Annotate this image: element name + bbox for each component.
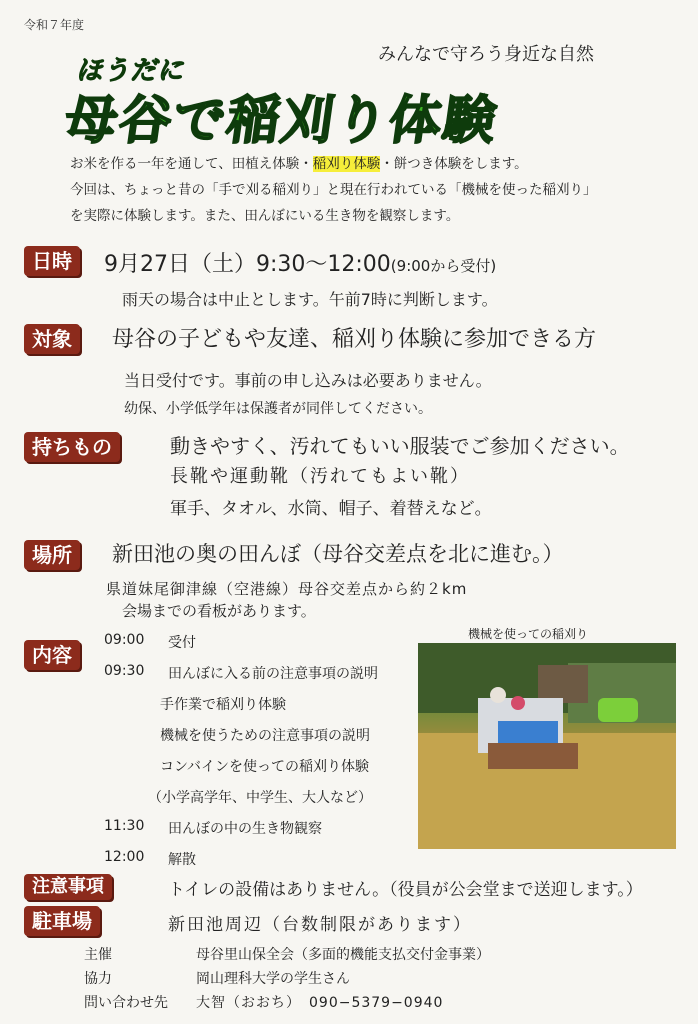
event-datetime (104, 247, 496, 278)
content-label: 内容 (24, 640, 80, 670)
page-title: 母谷で稲刈り体験 (61, 91, 502, 151)
schedule-item-note: （小学高学年、中学生、大人など） (148, 790, 372, 806)
contact: 大智（おおち） 090−5379−0940 (196, 995, 444, 1011)
belongings-line-1: 動きやすく、汚れてもいい服装でご参加ください。 (170, 434, 630, 458)
cooperation: 岡山理科大学の学生さん (196, 971, 350, 987)
place-note-2: 会場までの看板があります。 (122, 602, 316, 620)
target-note-1: 当日受付です。事前の申し込みは必要ありません。 (124, 371, 492, 390)
schedule-time: 12:00 (104, 849, 145, 865)
cooperation-label: 協力 (84, 971, 112, 987)
place-label: 場所 (24, 540, 80, 570)
schedule-item: 受付 (168, 635, 196, 651)
schedule-item: 手作業で稲刈り体験 (160, 697, 286, 713)
combine-harvester-image (418, 643, 676, 849)
schedule-item: コンバインを使っての稲刈り体験 (160, 759, 370, 775)
place-main: 新田池の奥の田んぼ（母谷交差点を北に進む。） (112, 542, 564, 566)
schedule-item: 田んぼの中の生き物観察 (168, 821, 322, 837)
schedule-item: 機械を使うための注意事項の説明 (160, 728, 370, 744)
datetime-label: 日時 (24, 246, 80, 276)
parking-label: 駐車場 (24, 906, 100, 936)
target-label: 対象 (24, 324, 80, 354)
place-note-1: 県道妹尾御津線（空港線）母谷交差点から約２km (106, 580, 468, 598)
intro-line-3: を実際に体験します。また、田んぼにいる生き物を観察します。 (70, 208, 460, 224)
belongings-line-3: 軍手、タオル、水筒、帽子、着替えなど。 (170, 499, 492, 519)
parking-text: 新田池周辺（台数制限があります） (168, 915, 472, 935)
photo-caption: 機械を使っての稲刈り (468, 627, 589, 641)
caution-label: 注意事項 (24, 874, 112, 900)
intro-line-2: 今回は、ちょっと昔の「手で刈る稲刈り」と現在行われている「機械を使った稲刈り」 (70, 182, 597, 198)
schedule-item: 田んぼに入る前の注意事項の説明 (168, 666, 378, 682)
belongings-line-2: 長靴や運動靴（汚れてもよい靴） (170, 466, 470, 487)
organizer: 母谷里山保全会（多面的機能支払交付金事業） (196, 947, 490, 963)
caution-text: トイレの設備はありません。（役員が公会堂まで送迎します。） (168, 880, 643, 900)
organizer-label: 主催 (84, 947, 112, 963)
schedule-time: 09:30 (104, 663, 145, 679)
rice-harvest-photo (418, 643, 676, 849)
subtitle: みんなで守ろう身近な自然 (378, 44, 594, 65)
belongings-label: 持ちもの (24, 432, 120, 462)
intro-text: ・餅つき体験をします。 (380, 156, 528, 172)
schedule-time: 11:30 (104, 818, 145, 834)
intro-line-1 (70, 152, 528, 172)
datetime-main: 9月27日（土）9:30〜12:00 (104, 252, 391, 277)
rain-note: 雨天の場合は中止とします。午前7時に判断します。 (122, 290, 498, 309)
intro-text: お米を作る一年を通して、田植え体験・ (70, 156, 313, 172)
schedule-time: 09:00 (104, 632, 145, 648)
target-note-2: 幼保、小学低学年は保護者が同伴してください。 (124, 401, 432, 417)
contact-label: 問い合わせ先 (84, 995, 168, 1011)
schedule-item: 解散 (168, 852, 196, 868)
title-reading: ほうだに (76, 56, 185, 86)
fiscal-year: 令和７年度 (24, 18, 85, 32)
target-main: 母谷の子どもや友達、稲刈り体験に参加できる方 (112, 327, 597, 352)
reception-time: (9:00から受付) (390, 257, 497, 275)
highlight-text: 稲刈り体験 (312, 156, 381, 172)
